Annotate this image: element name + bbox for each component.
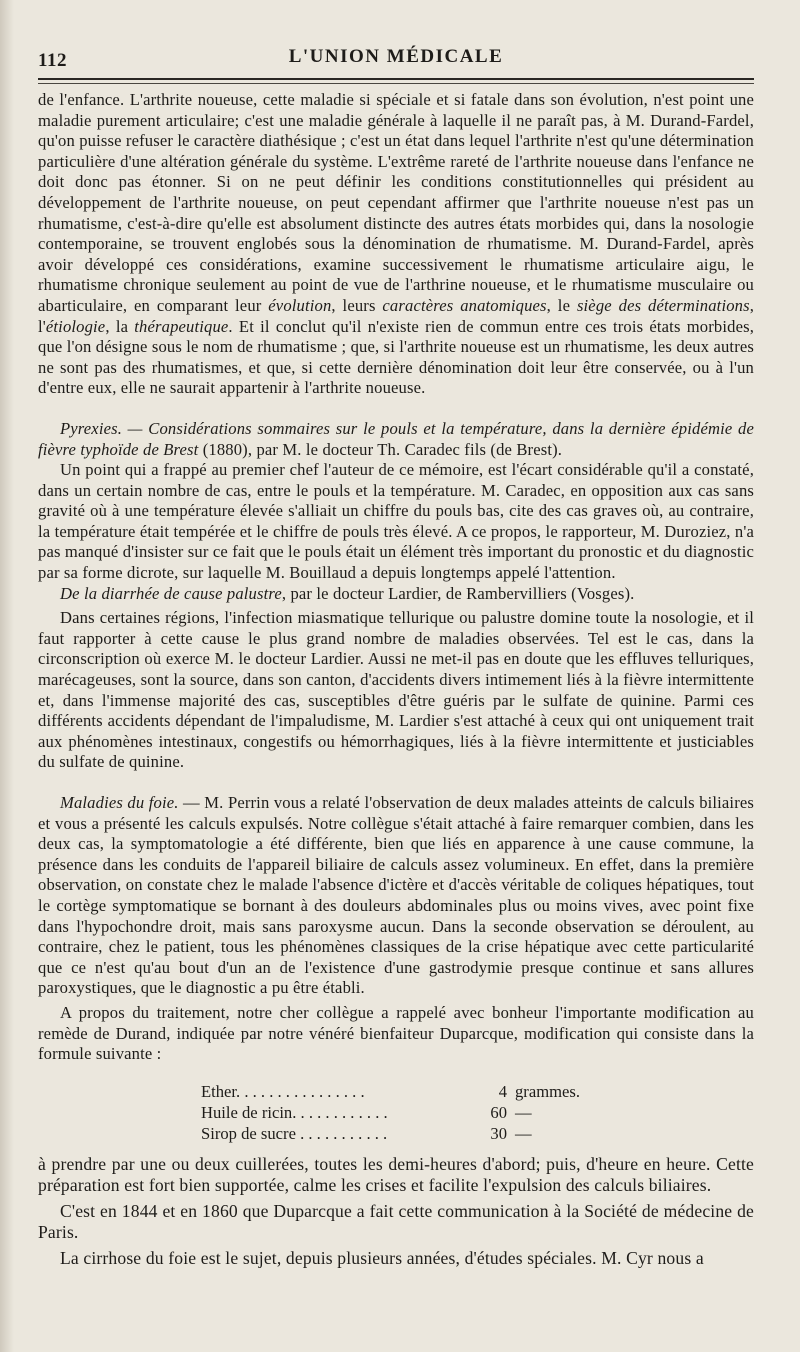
paragraph-lardier: Dans certaines régions, l'infection miasmatique tellurique ou palustre domine toute la nosologie, et il faut rapporter à cette cause le plus grand nombre de maladies observées. Tel est le cas, dans la circonscription où exerce M. le docteur Lardier. Aussi ne met-il pas en doute que les effluves telluriques, marécageuses, sont la source, dans son canton, d'accidents divers intimement liés à la fièvre intermittente et, dans l'immense majorité des cas, susceptibles d'être guéris par le sulfate de quinine. Parmi ces différents accidents dépendant de l'impaludisme, M. Lardier s'est attaché à ceux qui ont uniquement trait aux phénomènes intestinaux, congestifs ou hémorrhagiques, liés à la fièvre intermittente et justiciables du sulfate de quinine. — [38, 608, 754, 772]
italic-term: siège des déterminations — [576, 295, 750, 315]
paragraph-cirrhose: La cirrhose du foie est le sujet, depuis plusieurs années, d'études spéciales. M. Cyr nous a — [60, 1247, 704, 1268]
section-title-italic: De la diarrhée de cause palustre — [60, 583, 282, 603]
formula-row — [201, 1081, 754, 1102]
section-heading-pyrexies — [38, 419, 754, 460]
paragraph-text: . Et il conclut qu'il n'existe rien de commun entre ces trois états morbides, que l'on désigne sous le nom de rhumatisme ; que, si l'arthrite noueuse est un rhumatisme, les deux autres ne sont pas des rhumatismes, et que, si cette dernière dénomination doit leur être conservée, ou à l'un d'entre eux, elle ne saurait appartenir à l'arthrite noueuse. — [38, 316, 754, 398]
header-rule-thick — [38, 78, 754, 80]
section-title-italic: Maladies du foie. — [60, 793, 179, 812]
formula-quantity: 60 — [490, 1102, 507, 1122]
paragraph-caradec: Un point qui a frappé au premier chef l'auteur de ce mémoire, est l'écart considérable qu'il a constaté, dans un certain nombre de cas, entre le pouls et la température. M. Caradec, en opposition aux cas sans gravité où à une température élevée s'alliait un chiffre du pouls bas, cite des cas graves où, au contraire, la température était tempérée et le chiffre de pouls très élevé. A ce propos, le rapporteur, M. Duroziez, n'a pas manqué d'insister sur ce fait que le pouls était un élément très important du pronostic et du diagnostic par sa forme dicrote, sur laquelle M. Bouillaud a depuis longtemps appelé l'attention. — [38, 460, 754, 583]
article-body-bottom — [38, 1154, 754, 1270]
italic-term: étiologie — [45, 316, 106, 336]
paragraph-duparcque: C'est en 1844 et en 1860 que Duparcque a fait cette communication à la Société de médecine de Paris. — [38, 1200, 754, 1243]
paragraph-text: , l' — [38, 295, 755, 336]
paragraph-text: de l'enfance. L'arthrite noueuse, cette maladie si spéciale et si fatale dans son évolution, n'est point une maladie purement articulaire; c'est une maladie générale à laquelle il ne paraît pas, à M. Durand-Fardel, qu'on puisse refuser le caractère diathésique ; c'est un état dans lequel l'arthrite n'est qu'une détermination particulière d'une altération générale du système. L'extrême rareté de l'arthrite noueuse dans l'enfance ne doit donc pas étonner. Si on ne peut définir les conditions constitutionnelles qui président au développement de l'arthrite noueuse, on peut cependant affirmer que l'arthrite noueuse n'est pas un rhumatisme, c'est-à-dire qu'elle est absolument distincte des autres états morbides qui, dans la nosologie contemporaine, se trouvent englobés sous la dénomination de rhumatisme. M. Durand-Fardel, après avoir développé ces considérations, examine successivement le rhumatisme articulaire aigu, le rhumatisme chronique seulement au point de vue de l'arthrine noueuse, et le rhumatisme musculaire ou abarticulaire, en comparant leur — [38, 90, 754, 315]
paragraph-arthrite — [38, 90, 754, 399]
running-title: L'UNION MÉDICALE — [288, 46, 504, 67]
section-heading-diarrhee — [38, 584, 754, 605]
article-body — [38, 90, 754, 1065]
formula-ingredient: Huile de ricin. . . . . . . . . . . . — [201, 1102, 388, 1122]
section-title-rest: , par le docteur Lardier, de Rambervilliers (Vosges). — [281, 583, 635, 603]
paragraph-text: , la — [105, 316, 135, 336]
section-title-italic: Pyrexies. — Considérations sommaires sur le pouls et la température, dans la dernière épidémie de fièvre typhoïde de Brest — [38, 418, 754, 459]
header-rule-thin — [38, 83, 754, 84]
formula-row — [201, 1123, 754, 1144]
paragraph-maladies-du-foie — [38, 793, 754, 999]
formula-quantity: 30 — [490, 1123, 507, 1143]
formula-quantity: 4 — [498, 1081, 507, 1101]
paragraph-text: — M. Perrin vous a relaté l'observation de deux malades atteints de calculs biliaires et vous a présenté les calculs expulsés. Notre collègue s'était attaché à faire remarquer combien, dans les deux cas, la symptomatologie a été différente, bien que liés en apparence à une cause commune, la présence dans les conduits de l'appareil biliaire de calculs assez volumineux. En effet, dans la première observation, on constate chez le malade l'absence d'ictère et d'accès véritable de coliques hépatiques, tout le cortège symptomatique se bornant à des douleurs abdominales plus ou moins vives, avec point fixe dans l'hypochondre droit, mais sans paroxysme aucun. Dans la seconde observation se déroulent, au contraire, chez le patient, tous les phénomènes classiques de la crise hépatique avec cette particularité que ce n'est qu'au bout d'un an de l'existence d'une gastrodymie presque continue et sans allures paroxystiques, que le diagnostic a pu être établi. — [38, 793, 754, 998]
formula-unit: — — [515, 1102, 532, 1122]
formula-unit: — — [515, 1123, 532, 1143]
formula-ingredient: Sirop de sucre . . . . . . . . . . . — [201, 1123, 388, 1143]
formula-ingredient: Ether. . . . . . . . . . . . . . . . — [201, 1081, 365, 1101]
paragraph-traitement: A propos du traitement, notre cher collègue a rappelé avec bonheur l'importante modification au remède de Durand, indiquée par notre vénéré bienfaiteur Duparcque, modification qui consiste dans la formule suivante : — [38, 1002, 754, 1064]
formula-table — [201, 1081, 754, 1144]
paragraph-posologie: à prendre par une ou deux cuillerées, toutes les demi-heures d'abord; puis, d'heure en heure. Cette préparation est fort bien supportée, calme les crises et facilite l'expulsion des calculs biliaires. — [38, 1153, 754, 1196]
paragraph-text: , le — [546, 295, 577, 315]
page-header — [38, 44, 754, 74]
italic-term: évolution — [268, 295, 332, 315]
paragraph-text: , leurs — [331, 295, 383, 315]
formula-unit: grammes. — [515, 1081, 580, 1101]
page-gutter-shadow — [0, 0, 14, 1352]
italic-term: thérapeutique — [134, 316, 229, 336]
formula-row — [201, 1102, 754, 1123]
section-title-rest: (1880), par M. le docteur Th. Caradec fils (de Brest). — [198, 439, 563, 459]
page-number: 112 — [38, 50, 67, 71]
italic-term: caractères anatomiques — [382, 295, 547, 315]
